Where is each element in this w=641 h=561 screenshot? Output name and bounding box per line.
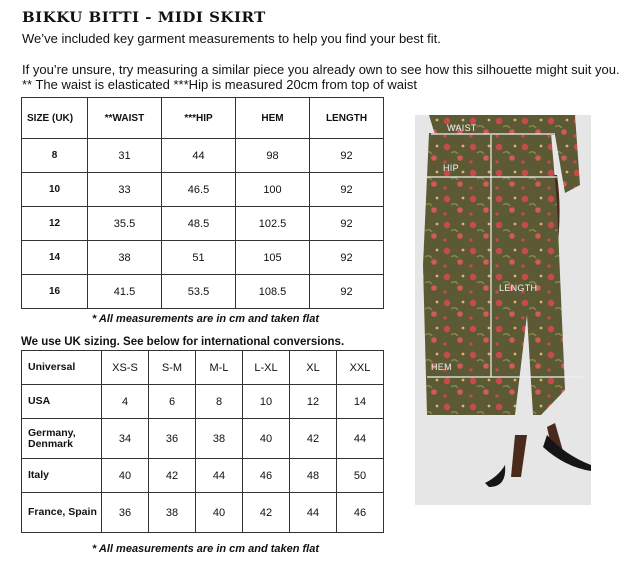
waist-label: WAIST — [447, 123, 477, 133]
table-cell: 98 — [236, 139, 310, 173]
header-cell: LENGTH — [310, 98, 384, 139]
intro-text: We’ve included key garment measurements to help you find your best fit. — [22, 31, 441, 46]
header-cell: S-M — [149, 351, 196, 385]
table-cell: 48 — [290, 459, 337, 493]
table-cell: 44 — [162, 139, 236, 173]
table-cell: 44 — [337, 419, 384, 459]
measurement-note: * All measurements are in cm and taken flat — [92, 313, 320, 325]
row-header: 8 — [22, 139, 88, 173]
table-cell: 10 — [243, 385, 290, 419]
table-cell: 31 — [88, 139, 162, 173]
table-header-row — [22, 98, 384, 139]
table-header-row — [22, 351, 384, 385]
table-cell: 12 — [290, 385, 337, 419]
table-cell: 46.5 — [162, 173, 236, 207]
table-row — [22, 385, 384, 419]
table-cell: 92 — [310, 241, 384, 275]
page-title: BIKKU BITTI - MIDI SKIRT — [22, 8, 266, 26]
length-label: LENGTH — [499, 283, 538, 293]
table-cell: 105 — [236, 241, 310, 275]
table-cell: 108.5 — [236, 275, 310, 309]
table-cell: 35.5 — [88, 207, 162, 241]
table-row — [22, 459, 384, 493]
table-cell: 53.5 — [162, 275, 236, 309]
size-conversion-table — [21, 350, 384, 533]
hem-label: HEM — [431, 362, 452, 372]
table-cell: 44 — [196, 459, 243, 493]
table-cell: 46 — [243, 459, 290, 493]
table-cell: 100 — [236, 173, 310, 207]
header-cell: HEM — [236, 98, 310, 139]
table-row — [22, 493, 384, 533]
table-cell: 46 — [337, 493, 384, 533]
measurement-note: * All measurements are in cm and taken flat — [92, 543, 320, 555]
table-row — [22, 173, 384, 207]
skirt-illustration — [415, 115, 591, 505]
row-header: Germany, Denmark — [22, 419, 102, 459]
table-cell: 6 — [149, 385, 196, 419]
table-cell: 40 — [102, 459, 149, 493]
row-header: France, Spain — [22, 493, 102, 533]
table-row — [22, 139, 384, 173]
row-header: Italy — [22, 459, 102, 493]
header-cell: Universal — [22, 351, 102, 385]
table-cell: 34 — [102, 419, 149, 459]
table-row — [22, 241, 384, 275]
table-cell: 102.5 — [236, 207, 310, 241]
table-cell: 40 — [196, 493, 243, 533]
uk-sizing-heading: We use UK sizing. See below for international conversions. — [21, 336, 345, 348]
table-cell: 36 — [102, 493, 149, 533]
row-header: 10 — [22, 173, 88, 207]
table-cell: 44 — [290, 493, 337, 533]
header-cell: XS-S — [102, 351, 149, 385]
table-cell: 38 — [149, 493, 196, 533]
table-cell: 14 — [337, 385, 384, 419]
table-cell: 42 — [290, 419, 337, 459]
row-header: 14 — [22, 241, 88, 275]
header-cell: **WAIST — [88, 98, 162, 139]
product-photo — [415, 115, 591, 505]
row-header: 12 — [22, 207, 88, 241]
table-cell: 38 — [88, 241, 162, 275]
table-cell: 42 — [243, 493, 290, 533]
table-row — [22, 207, 384, 241]
table-cell: 36 — [149, 419, 196, 459]
table-cell: 92 — [310, 275, 384, 309]
table-cell: 50 — [337, 459, 384, 493]
size-measurements-table — [21, 97, 384, 309]
header-cell: SIZE (UK) — [22, 98, 88, 139]
table-cell: 38 — [196, 419, 243, 459]
hip-label: HIP — [443, 163, 459, 173]
measuring-tip-text: If you’re unsure, try measuring a similar piece you already own to see how this silhouette might suit you. ** The waist is elasticated ***Hip is measured 20cm from top of waist — [22, 62, 620, 92]
header-cell: L-XL — [243, 351, 290, 385]
table-cell: 8 — [196, 385, 243, 419]
table-cell: 33 — [88, 173, 162, 207]
table-row — [22, 419, 384, 459]
table-cell: 92 — [310, 139, 384, 173]
table-cell: 92 — [310, 207, 384, 241]
header-cell: XL — [290, 351, 337, 385]
row-header: USA — [22, 385, 102, 419]
table-cell: 51 — [162, 241, 236, 275]
header-cell: ***HIP — [162, 98, 236, 139]
table-cell: 41.5 — [88, 275, 162, 309]
table-cell: 40 — [243, 419, 290, 459]
table-cell: 42 — [149, 459, 196, 493]
table-cell: 4 — [102, 385, 149, 419]
header-cell: M-L — [196, 351, 243, 385]
row-header: 16 — [22, 275, 88, 309]
table-cell: 92 — [310, 173, 384, 207]
header-cell: XXL — [337, 351, 384, 385]
table-cell: 48.5 — [162, 207, 236, 241]
table-row — [22, 275, 384, 309]
